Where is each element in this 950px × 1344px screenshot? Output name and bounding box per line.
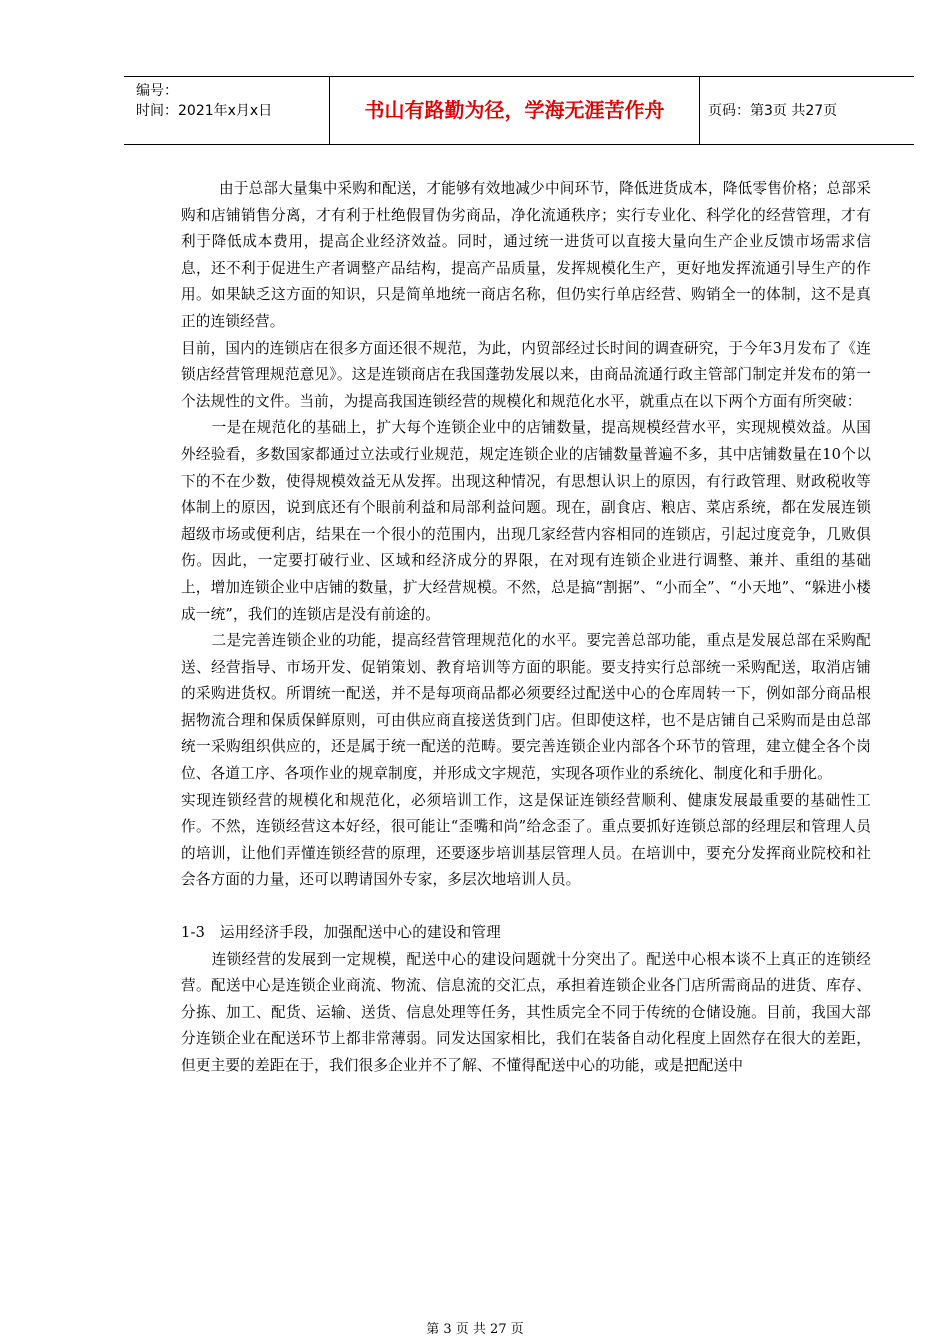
header-page-label: 页码：第3页 共27页 [708,103,838,119]
section-heading: 1-3 运用经济手段，加强配送中心的建设和管理 [181,924,501,942]
paragraph: 二是完善连锁企业的功能，提高经营管理规范化的水平。要完善总部功能，重点是发展总部在采购配送、经营指导、市场开发、促销策划、教育培训等方面的职能。要支持实行总部统一采购配送，取消店铺的采购进货权。所谓统一配送，并不是每项商品都必须要经过配送中心的仓库周转一下，例如部分商品根据物流合理和保质保鲜原则，可由供应商直接送货到门店。但即使这样，也不是店铺自己采购而是由总部统一采购组织供应的，还是属于统一配送的范畴。要完善连锁企业内部各个环节的管理，建立健全各个岗位、各道工序、各项作业的规章制度，并形成文字规范，实现各项作业的系统化、制度化和手册化。 [181,632,871,783]
paragraph: 目前，国内的连锁店在很多方面还很不规范，为此，内贸部经过长时间的调查研究，于今年3月发布了《连锁店经营管理规范意见》。这是连锁商店在我国蓬勃发展以来，由商品流通行政主管部门制定并发布的第一个法规性的文件。当前，为提高我国连锁经营的规模化和规范化水平，就重点在以下两个方面有所突破： [181,339,872,410]
page-header [124,76,914,145]
document-body [181,176,871,1080]
time-label: 时间：2021年x月x日 [136,103,273,119]
paragraph: 由于总部大量集中采购和配送，才能够有效地减少中间环节，降低进货成本，降低零售价格；总部采购和店铺销售分离，才有利于杜绝假冒伪劣商品，净化流通秩序；实行专业化、科学化的经营管理，才有利于降低成本费用，提高企业经济效益。同时，通过统一进货可以直接大量向生产企业反馈市场需求信息，还不利于促进生产者调整产品结构，提高产品质量，发挥规模化生产，更好地发挥流通引导生产的作用。如果缺乏这方面的知识，只是简单地统一商店名称，但仍实行单店经营、购销全一的体制，这不是真正的连锁经营。 [181,180,871,330]
page-footer: 第 3 页 共 27 页 [426,1322,524,1337]
paragraph: 实现连锁经营的规模化和规范化，必须培训工作，这是保证连锁经营顺利、健康发展最重要的基础性工作。不然，连锁经营这本好经，很可能让“歪嘴和尚”给念歪了。重点要抓好连锁总部的经理层和管理人员的培训，让他们弄懂连锁经营的原理，还要逐步培训基层管理人员。在培训中，要充分发挥商业院校和社会各方面的力量，还可以聘请国外专家，多层次地培训人员。 [181,791,871,889]
paragraph: 连锁经营的发展到一定规模，配送中心的建设问题就十分突出了。配送中心根本谈不上真正的连锁经营。配送中心是连锁企业商流、物流、信息流的交汇点，承担着连锁企业各门店所需商品的进货、库存、分拣、加工、配货、运输、送货、信息处理等任务，其性质完全不同于传统的仓储设施。目前，我国大部分连锁企业在配送环节上都非常薄弱。同发达国家相比，我们在装备自动化程度上固然存在很大的差距，但更主要的差距在于，我们很多企业并不了解、不懂得配送中心的功能，或是把配送中 [181,950,871,1074]
paragraph: 一是在规范化的基础上，扩大每个连锁企业中的店铺数量，提高规模经营水平，实现规模效益。从国外经验看，多数国家都通过立法或行业规范，规定连锁企业的店铺数量普遍不多，其中店铺数量在10个以下的不在少数，使得规模效益无从发挥。出现这种情况，有思想认识上的原因，有行政管理、财政税收等体制上的原因，说到底还有个眼前利益和局部利益问题。现在，副食店、粮店、菜店系统，都在发展连锁超级市场或便利店，结果在一个很小的范围内，出现几家经营内容相同的连锁店，引起过度竞争，几败俱伤。因此，一定要打破行业、区域和经济成分的界限，在对现有连锁企业进行调整、兼并、重组的基础上，增加连锁企业中店铺的数量，扩大经营规模。不然，总是搞“割据”、“小而全”、“小天地”、“躲进小楼成一统”，我们的连锁店是没有前途的。 [181,419,871,623]
header-divider [699,77,700,144]
header-motto: 书山有路勤为径，学海无涯苦作舟 [364,98,665,122]
header-info [136,81,336,121]
number-label: 编号： [136,83,178,99]
